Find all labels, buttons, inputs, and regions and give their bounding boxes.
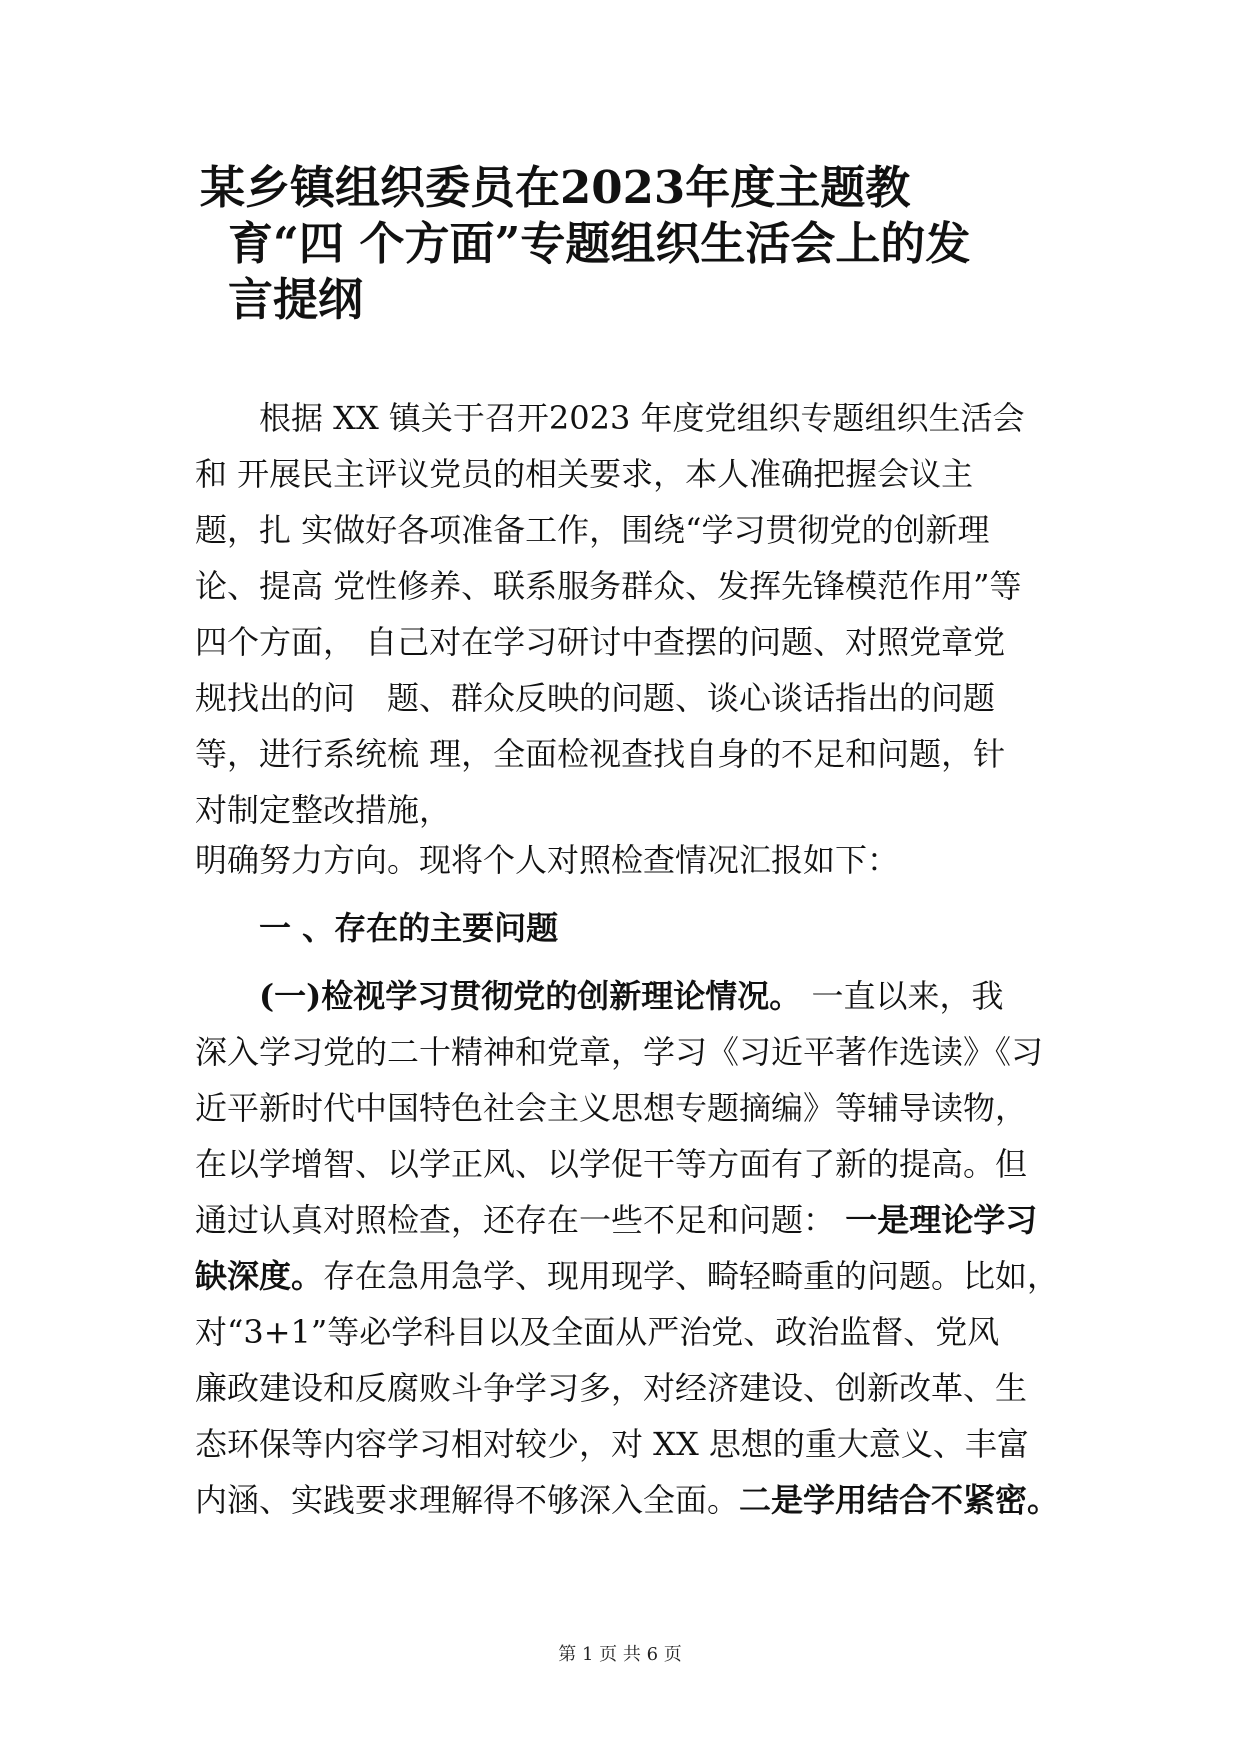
section-heading: 一 、存在的主要问题 bbox=[259, 909, 559, 947]
sub-heading-rest: 一直以来，我 bbox=[801, 977, 1004, 1015]
intro-line-9: 明确努力方向。现将个人对照检查情况汇报如下： bbox=[195, 841, 900, 879]
page-footer: 第 1 页 共 6 页 bbox=[558, 1644, 682, 1665]
para-line-4-text: 通过认真对照检查，还存在一些不足和问题： bbox=[195, 1201, 846, 1239]
title-line-1: 某乡镇组织委员在2023年度主题教 bbox=[200, 161, 911, 214]
document-title bbox=[0, 160, 1240, 328]
intro-line-2: 和 开展民主评议党员的相关要求，本人准确把握会议主 bbox=[195, 455, 974, 493]
point-one-bold-cont: 缺深度。 bbox=[195, 1257, 324, 1295]
para-line-2: 近平新时代中国特色社会主义思想专题摘编》等辅导读物， bbox=[195, 1089, 1028, 1127]
para-line-9 bbox=[195, 1472, 1075, 1528]
para-line-9-text: 内涵、实践要求理解得不够深入全面。 bbox=[195, 1481, 740, 1519]
point-one-bold: 一是理论学习 bbox=[845, 1201, 1038, 1239]
title-line-3: 言提纲 bbox=[228, 273, 364, 326]
sub-heading: (一)检视学习贯彻党的创新理论情况。 bbox=[259, 977, 802, 1015]
intro-line-1: 根据 XX 镇关于召开2023 年度党组织专题组织生活会 bbox=[259, 399, 1025, 437]
para-line-6: 对“3+1”等必学科目以及全面从严治党、政治监督、党风 bbox=[195, 1313, 1000, 1351]
sub-heading-line bbox=[195, 968, 1075, 1024]
title-line-2: 育“四 个方面”专题组织生活会上的发 bbox=[228, 217, 971, 270]
para-line-5-text: 存在急用急学、现用现学、畸轻畸重的问题。比如， bbox=[323, 1257, 1060, 1295]
para-line-7: 廉政建设和反腐败斗争学习多，对经济建设、创新改革、生 bbox=[195, 1369, 1028, 1407]
document-body bbox=[195, 390, 1075, 1528]
para-line-5 bbox=[195, 1248, 1075, 1304]
para-line-1: 深入学习党的二十精神和党章，学习《习近平著作选读》《习 bbox=[195, 1033, 1044, 1071]
intro-line-5: 四个方面， 自己对在学习研讨中查摆的问题、对照党章党 bbox=[195, 623, 1006, 661]
intro-line-6: 规找出的问 题、群众反映的问题、谈心谈话指出的问题 bbox=[195, 679, 996, 717]
para-line-3: 在以学增智、以学正风、以学促干等方面有了新的提高。但 bbox=[195, 1145, 1028, 1183]
para-line-4 bbox=[195, 1192, 1075, 1248]
intro-line-3: 题，扎 实做好各项准备工作，围绕“学习贯彻党的创新理 bbox=[195, 511, 990, 549]
para-line-8: 态环保等内容学习相对较少，对 XX 思想的重大意义、丰富 bbox=[195, 1425, 1029, 1463]
intro-line-7: 等，进行系统梳 理，全面检视查找自身的不足和问题，针 bbox=[195, 735, 1006, 773]
point-two-bold: 二是学用结合不紧密。 bbox=[739, 1481, 1060, 1519]
intro-line-8: 对制定整改措施， bbox=[195, 791, 452, 829]
intro-line-4: 论、提高 党性修养、联系服务群众、发挥先锋模范作用”等 bbox=[195, 567, 1022, 605]
